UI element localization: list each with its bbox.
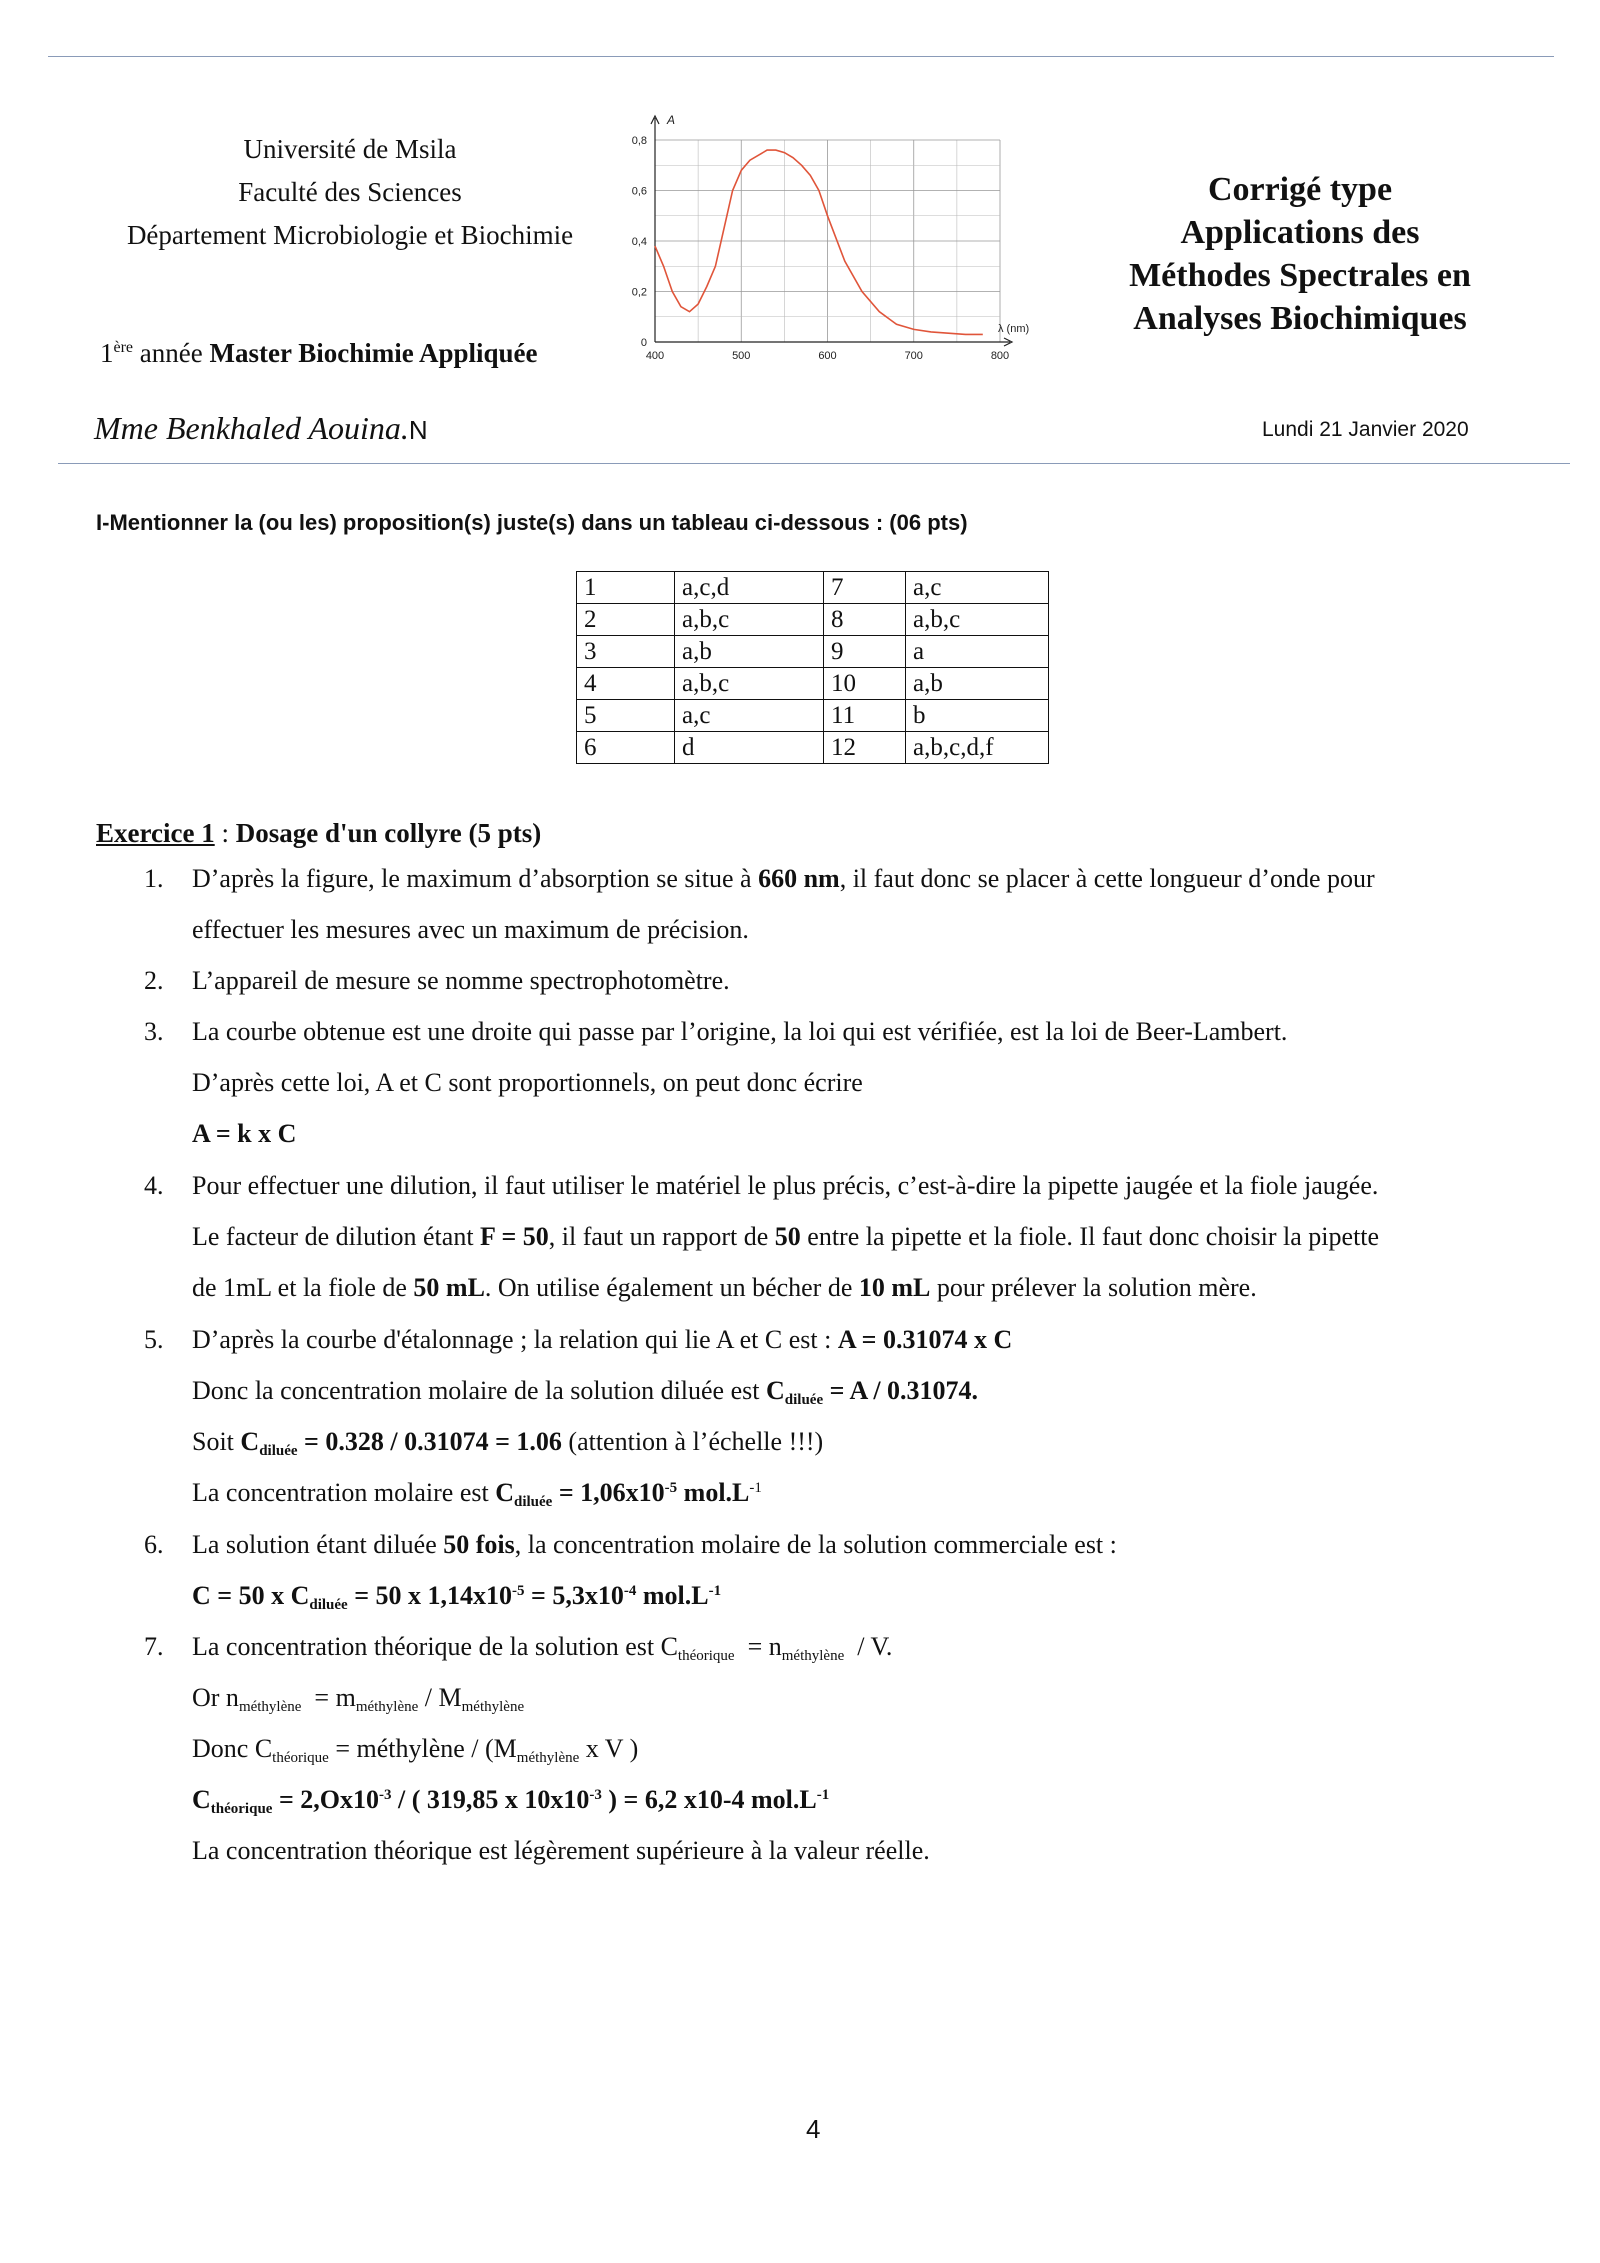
question-number-cell: 9 xyxy=(824,636,906,668)
exam-date: Lundi 21 Janvier 2020 xyxy=(1262,418,1469,441)
title-line-2: Applications des xyxy=(1180,214,1420,251)
exercise-label: Exercice 1 xyxy=(96,818,215,848)
answer-6-line-1: La solution étant diluée 50 fois, la concentration molaire de la solution commerciale est : xyxy=(192,1530,1117,1559)
answer-2-line-1: L’appareil de mesure se nomme spectrophotomètre. xyxy=(192,966,730,995)
answer-5-line-1: D’après la courbe d'étalonnage ; la relation qui lie A et C est : A = 0.31074 x C xyxy=(192,1325,1013,1354)
answer-7-line-3: Donc $C_{théorique}$ = méthylène / ($M_{méthylène}$ x V ) xyxy=(192,1734,639,1766)
answer-7-line-2: Or $n_{méthylène} = m_{méthylène} / M_{méthylène}$ xyxy=(192,1683,525,1715)
x-tick-label: 500 xyxy=(732,350,751,362)
exercise-title xyxy=(96,818,541,849)
answer-7-conclusion: La concentration théorique est légèrement supérieure à la valeur réelle. xyxy=(192,1836,930,1865)
answer-cell: a,c xyxy=(675,700,824,732)
question-number-cell: 12 xyxy=(824,732,906,764)
question-number-cell: 10 xyxy=(824,668,906,700)
table-row xyxy=(577,636,1049,668)
question-number-cell: 4 xyxy=(577,668,675,700)
question-number-cell: 5 xyxy=(577,700,675,732)
answer-cell: a,b,c xyxy=(675,604,824,636)
section1-question: I-Mentionner la (ou les) proposition(s) juste(s) dans un tableau ci-dessous : (06 pts) xyxy=(96,510,968,535)
top-rule xyxy=(48,56,1554,57)
level-program: Master Biochimie Appliquée xyxy=(209,338,538,368)
answer-cell: a,c,d xyxy=(675,572,824,604)
department-name: Département Microbiologie et Biochimie xyxy=(126,220,574,250)
table-row xyxy=(577,700,1049,732)
y-tick-label: 0,4 xyxy=(631,236,647,248)
y-tick-label: 0 xyxy=(640,337,647,349)
item-number: 5. xyxy=(144,1325,164,1354)
x-tick-label: 600 xyxy=(818,350,837,362)
y-axis-label: A xyxy=(667,113,676,127)
answer-3-formula: A = k x C xyxy=(192,1119,297,1148)
absorption-spectrum-chart xyxy=(610,110,1070,380)
title-line-4: Analyses Biochimiques xyxy=(1133,300,1467,337)
exercise-colon: : xyxy=(214,818,236,848)
answer-5-line-3: Soit $C_{diluée} = 0.328 / 0.31074 = 1.06$ (attention à l’échelle !!!) xyxy=(192,1427,824,1459)
item-number: 7. xyxy=(144,1632,164,1661)
question-number-cell: 11 xyxy=(824,700,906,732)
answer-cell: a,b,c xyxy=(906,604,1049,636)
author-name xyxy=(94,410,428,447)
x-axis-label: λ (nm) xyxy=(998,323,1030,335)
question-number-cell: 8 xyxy=(824,604,906,636)
answer-cell: d xyxy=(675,732,824,764)
document-title xyxy=(1060,168,1540,340)
answer-4-line-3: de 1mL et la fiole de 50 mL. On utilise également un bécher de 10 mL pour prélever la solution mère. xyxy=(192,1273,1257,1302)
header-rule xyxy=(58,463,1570,464)
answer-4-line-2: Le facteur de dilution étant F = 50, il faut un rapport de 50 entre la pipette et la fiole. Il faut donc choisir la pipette xyxy=(192,1222,1380,1251)
answer-1-line-1: D’après la figure, le maximum d’absorption se situe à 660 nm, il faut donc se placer à cette longueur d’onde pour xyxy=(192,864,1375,893)
author-script: Mme Benkhaled Aouina. xyxy=(94,410,409,446)
item-number: 4. xyxy=(144,1171,164,1200)
item-number: 3. xyxy=(144,1017,164,1046)
page-number: 4 xyxy=(806,2114,821,2144)
answer-cell: b xyxy=(906,700,1049,732)
x-tick-label: 400 xyxy=(645,350,665,362)
answer-cell: a,b,c,d,f xyxy=(906,732,1049,764)
item-number: 6. xyxy=(144,1530,164,1559)
answers-table xyxy=(576,571,1049,764)
y-tick-label: 0,8 xyxy=(631,135,647,147)
answer-7-line-1: La concentration théorique de la solution est $C_{théorique} = n_{méthylène} / V$. xyxy=(192,1632,893,1664)
table-row xyxy=(577,732,1049,764)
answer-1-line-2: effectuer les mesures avec un maximum de précision. xyxy=(192,915,749,944)
absorption-curve xyxy=(655,150,983,334)
level-superscript: ère xyxy=(113,339,134,356)
answer-5-line-4: La concentration molaire est $C_{diluée} = 1,06x10^{-5}$ $mol.L^{-1}$ xyxy=(192,1478,762,1510)
x-tick-label: 700 xyxy=(904,350,923,362)
university-name: Université de Msila xyxy=(243,134,457,164)
question-number-cell: 6 xyxy=(577,732,675,764)
level-number: 1 xyxy=(100,338,114,368)
answer-3-line-2: D’après cette loi, A et C sont proportionnels, on peut donc écrire xyxy=(192,1068,863,1097)
question-number-cell: 2 xyxy=(577,604,675,636)
answer-5-line-2: Donc la concentration molaire de la solution diluée est $C_{diluée} = A / 0.31074$. xyxy=(192,1376,979,1408)
header-institution xyxy=(80,128,620,257)
answer-cell: a,b xyxy=(675,636,824,668)
item-number: 1. xyxy=(144,864,164,893)
title-line-3: Méthodes Spectrales en xyxy=(1129,257,1471,294)
table-row xyxy=(577,604,1049,636)
exercise-name: Dosage d'un collyre (5 pts) xyxy=(235,818,542,848)
faculty-name: Faculté des Sciences xyxy=(238,177,462,207)
x-tick-label: 800 xyxy=(990,350,1010,362)
table-row xyxy=(577,572,1049,604)
answer-3-line-1: La courbe obtenue est une droite qui passe par l’origine, la loi qui est vérifiée, est la loi de Beer-Lambert. xyxy=(192,1017,1288,1046)
answer-cell: a,b xyxy=(906,668,1049,700)
y-tick-label: 0,2 xyxy=(631,286,647,299)
y-tick-label: 0,6 xyxy=(631,185,647,198)
item-number: 2. xyxy=(144,966,164,995)
question-number-cell: 3 xyxy=(577,636,675,668)
level-word: année xyxy=(133,338,210,368)
answer-7-formula: $C_{théorique} = 2,Ox10^{-3}$ / ( 319,85 x $10x10^{-3}$ ) = 6,2 x10-4 $mol.L^{-1}$ xyxy=(192,1785,830,1817)
answer-cell: a,c xyxy=(906,572,1049,604)
answer-4-line-1: Pour effectuer une dilution, il faut utiliser le matériel le plus précis, c’est-à-dire la pipette jaugée et la fiole jaugée. xyxy=(192,1171,1379,1200)
academic-level xyxy=(100,338,537,369)
question-number-cell: 1 xyxy=(577,572,675,604)
title-line-1: Corrigé type xyxy=(1207,171,1393,208)
author-initial: N xyxy=(408,415,428,445)
answer-cell: a,b,c xyxy=(675,668,824,700)
table-row xyxy=(577,668,1049,700)
answer-cell: a xyxy=(906,636,1049,668)
answer-6-formula: C = 50 x $C_{diluée} = 50$ x $1,14x10^{-5} = 5,3x10^{-4}$ $mol.L^{-1}$ xyxy=(192,1581,722,1613)
question-number-cell: 7 xyxy=(824,572,906,604)
